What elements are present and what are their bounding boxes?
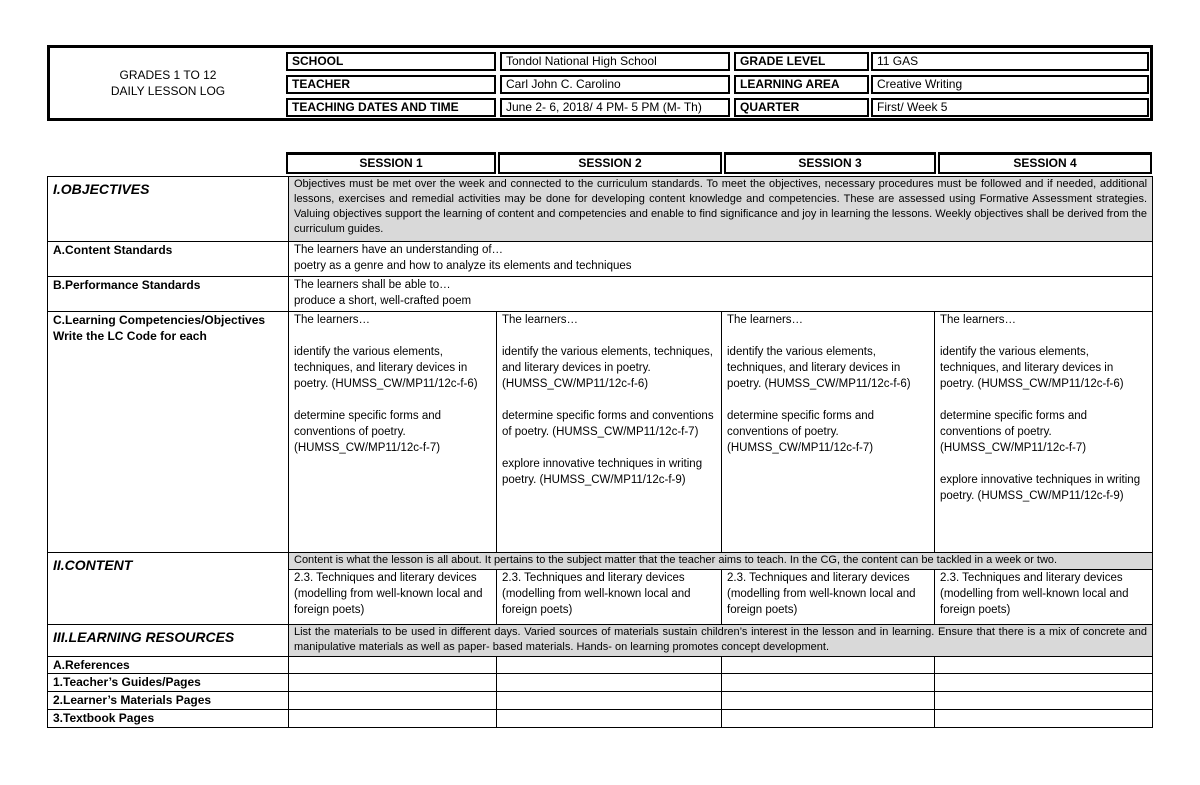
content-standards-line-1: The learners have an understanding of…: [294, 244, 504, 256]
performance-standards-label: B.Performance Standards: [48, 277, 289, 312]
references-session-4: [935, 657, 1153, 674]
objectives-label: I.OBJECTIVES: [48, 177, 289, 242]
textbook-session-2: [497, 710, 722, 728]
performance-standards-line-2: produce a short, well-crafted poem: [294, 295, 472, 307]
performance-standards-value: [289, 277, 1153, 312]
learners-materials-label: 2.Learner’s Materials Pages: [48, 692, 289, 710]
content-session-2: 2.3. Techniques and literary devices (modelling from well-known local and foreign poets): [497, 570, 722, 625]
competency-item: identify the various elements, techniques, and literary devices in poetry. (HUMSS_CW/MP11/12c-f-6): [294, 346, 478, 390]
content-note-row: [48, 553, 1153, 570]
grade-level-value: 11 GAS: [871, 52, 1149, 71]
teaching-dates-value: June 2- 6, 2018/ 4 PM- 5 PM (M- Th): [500, 98, 730, 117]
teachers-guides-session-3: [722, 674, 935, 692]
objectives-row: [48, 177, 1153, 242]
session-header-row: [286, 152, 1152, 174]
competency-item: determine specific forms and conventions of poetry. (HUMSS_CW/MP11/12c-f-7): [502, 410, 714, 438]
title-line-1: GRADES 1 TO 12: [119, 68, 217, 82]
competency-intro: The learners…: [940, 314, 1017, 326]
quarter-label: QUARTER: [734, 98, 869, 117]
competency-intro: The learners…: [294, 314, 371, 326]
content-session-4: 2.3. Techniques and literary devices (modelling from well-known local and foreign poets): [935, 570, 1153, 625]
competencies-session-2: [497, 312, 722, 553]
objectives-note: Objectives must be met over the week and connected to the curriculum standards. To meet the objectives, necessary procedures must be followed and if needed, additional lessons, exercises and remedial activities may be done for developing content knowledge and competencies. These are assessed using Formative Assessment strategies. Valuing objectives support the learning of content and competencies and enable to find significance and joy in learning the lessons. Weekly objectives shall be derived from the curriculum guides.: [289, 177, 1153, 242]
quarter-value: First/ Week 5: [871, 98, 1149, 117]
teachers-guides-session-1: [289, 674, 497, 692]
teachers-guides-label: 1.Teacher’s Guides/Pages: [48, 674, 289, 692]
learners-materials-session-4: [935, 692, 1153, 710]
competency-item: determine specific forms and conventions of poetry. (HUMSS_CW/MP11/12c-f-7): [294, 410, 442, 454]
competencies-session-3: [722, 312, 935, 553]
competency-item: explore innovative techniques in writing poetry. (HUMSS_CW/MP11/12c-f-9): [502, 458, 703, 486]
competency-item: identify the various elements, techniques, and literary devices in poetry. (HUMSS_CW/MP11/12c-f-6): [940, 346, 1124, 390]
learning-area-label: LEARNING AREA: [734, 75, 869, 94]
performance-standards-row: [48, 277, 1153, 312]
competencies-session-1: [289, 312, 497, 553]
school-value: Tondol National High School: [500, 52, 730, 71]
learning-area-value: Creative Writing: [871, 75, 1149, 94]
references-session-2: [497, 657, 722, 674]
document-title: [50, 48, 286, 118]
teachers-guides-session-4: [935, 674, 1153, 692]
content-standards-label: A.Content Standards: [48, 242, 289, 277]
content-session-1: 2.3. Techniques and literary devices (modelling from well-known local and foreign poets): [289, 570, 497, 625]
competencies-label-line-1: C.Learning Competencies/Objectives: [53, 313, 266, 327]
school-label: SCHOOL: [286, 52, 496, 71]
competency-intro: The learners…: [502, 314, 579, 326]
resources-row: [48, 625, 1153, 657]
competency-item: identify the various elements, techniques, and literary devices in poetry. (HUMSS_CW/MP11/12c-f-6): [502, 346, 713, 390]
session-4-header: SESSION 4: [938, 152, 1152, 174]
competencies-row: [48, 312, 1153, 553]
textbook-label: 3.Textbook Pages: [48, 710, 289, 728]
references-session-3: [722, 657, 935, 674]
content-session-3: 2.3. Techniques and literary devices (modelling from well-known local and foreign poets): [722, 570, 935, 625]
competency-item: identify the various elements, techniques, and literary devices in poetry. (HUMSS_CW/MP11/12c-f-6): [727, 346, 911, 390]
references-label: A.References: [48, 657, 289, 674]
competencies-session-4: [935, 312, 1153, 553]
teacher-label: TEACHER: [286, 75, 496, 94]
competency-item: explore innovative techniques in writing poetry. (HUMSS_CW/MP11/12c-f-9): [940, 474, 1141, 502]
learners-materials-row: [48, 692, 1153, 710]
title-line-2: DAILY LESSON LOG: [110, 84, 226, 98]
teacher-value: Carl John C. Carolino: [500, 75, 730, 94]
teaching-dates-label: TEACHING DATES AND TIME: [286, 98, 496, 117]
textbook-session-1: [289, 710, 497, 728]
session-2-header: SESSION 2: [498, 152, 722, 174]
textbook-session-4: [935, 710, 1153, 728]
content-note: Content is what the lesson is all about. It pertains to the subject matter that the teacher aims to teach. In the CG, the content can be tackled in a week or two.: [289, 553, 1153, 570]
content-standards-value: [289, 242, 1153, 277]
content-label: II.CONTENT: [48, 553, 289, 625]
references-session-1: [289, 657, 497, 674]
textbook-session-3: [722, 710, 935, 728]
competency-intro: The learners…: [727, 314, 804, 326]
references-row: [48, 657, 1153, 674]
performance-standards-line-1: The learners shall be able to…: [294, 279, 451, 291]
learners-materials-session-2: [497, 692, 722, 710]
content-standards-line-2: poetry as a genre and how to analyze its elements and techniques: [294, 260, 632, 272]
lesson-log-table: [47, 176, 1153, 728]
competency-item: determine specific forms and conventions of poetry. (HUMSS_CW/MP11/12c-f-7): [727, 410, 875, 454]
competency-item: determine specific forms and conventions of poetry. (HUMSS_CW/MP11/12c-f-7): [940, 410, 1088, 454]
textbook-row: [48, 710, 1153, 728]
content-standards-row: [48, 242, 1153, 277]
grade-level-label: GRADE LEVEL: [734, 52, 869, 71]
learners-materials-session-3: [722, 692, 935, 710]
teachers-guides-session-2: [497, 674, 722, 692]
competencies-label: [48, 312, 289, 553]
learners-materials-session-1: [289, 692, 497, 710]
teachers-guides-row: [48, 674, 1153, 692]
resources-note: List the materials to be used in different days. Varied sources of materials sustain children’s interest in the lesson and in learning. Ensure that there is a mix of concrete and manipulative materials as well as paper- based materials. Hands- on learning promotes concept development.: [289, 625, 1153, 657]
competencies-label-line-2: Write the LC Code for each: [53, 329, 207, 343]
session-1-header: SESSION 1: [286, 152, 496, 174]
session-3-header: SESSION 3: [724, 152, 936, 174]
lesson-log-header: [47, 45, 1153, 121]
resources-label: III.LEARNING RESOURCES: [48, 625, 289, 657]
